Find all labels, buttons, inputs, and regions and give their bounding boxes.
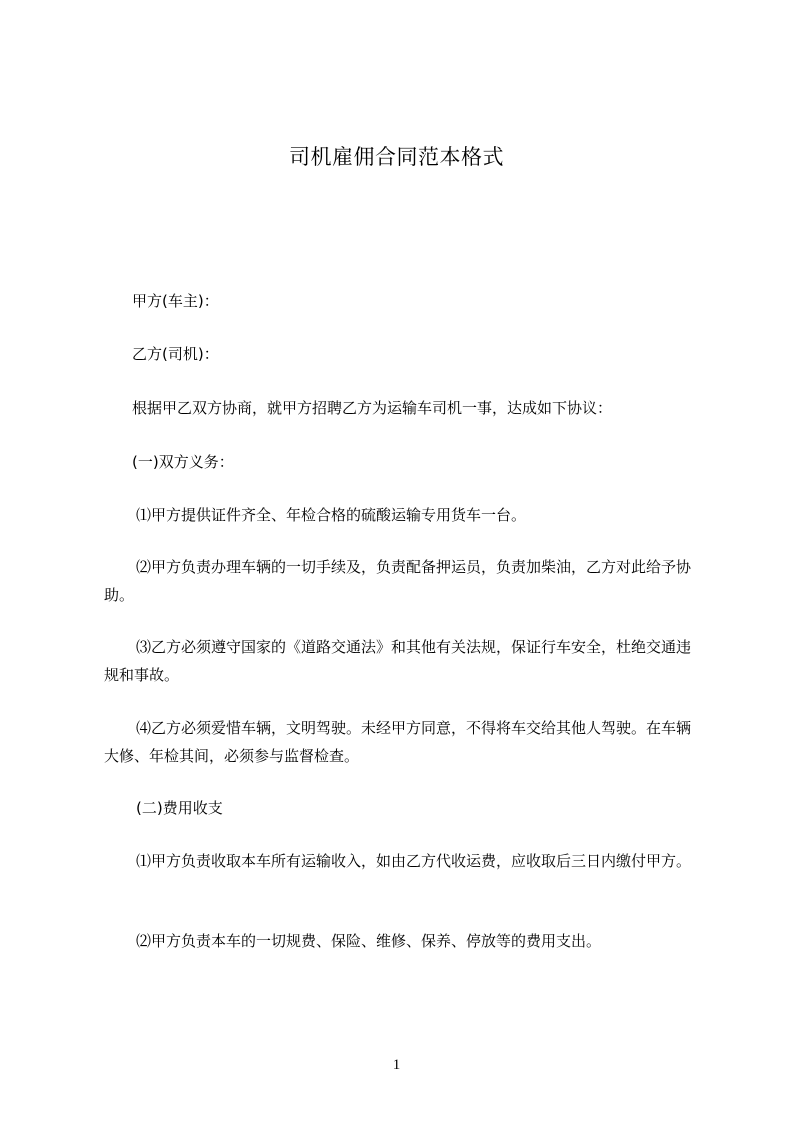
- expense-item-2: ⑵甲方负责本车的一切规费、保险、维修、保养、停放等的费用支出。: [136, 932, 602, 950]
- party-a-line: 甲方(车主)：: [132, 292, 219, 310]
- section-heading-obligations: (一)双方义务：: [132, 453, 234, 471]
- page-number: 1: [392, 1057, 401, 1073]
- expense-item-1: ⑴甲方负责收取本车所有运输收入，如由乙方代收运费，应收取后三日内缴付甲方。: [136, 852, 692, 870]
- section-heading-expenses: (二)费用收支: [136, 799, 223, 817]
- obligation-item-2: ⑵甲方负责办理车辆的一切手续及，负责配备押运员，负责加柴油，乙方对此给予协助。: [104, 558, 692, 604]
- agreement-intro: 根据甲乙双方协商，就甲方招聘乙方为运输车司机一事，达成如下协议：: [132, 399, 613, 417]
- party-b-line: 乙方(司机)：: [132, 345, 219, 363]
- obligation-item-3: ⑶乙方必须遵守国家的《道路交通法》和其他有关法规，保证行车安全，杜绝交通违规和事故。: [104, 638, 692, 684]
- document-title: 司机雇佣合同范本格式: [289, 145, 504, 169]
- obligation-item-1: ⑴甲方提供证件齐全、年检合格的硫酸运输专用货车一台。: [136, 506, 527, 524]
- obligation-item-4: ⑷乙方必须爱惜车辆，文明驾驶。未经甲方同意，不得将车交给其他人驾驶。在车辆大修、年检其间，必须参与监督检查。: [104, 719, 692, 765]
